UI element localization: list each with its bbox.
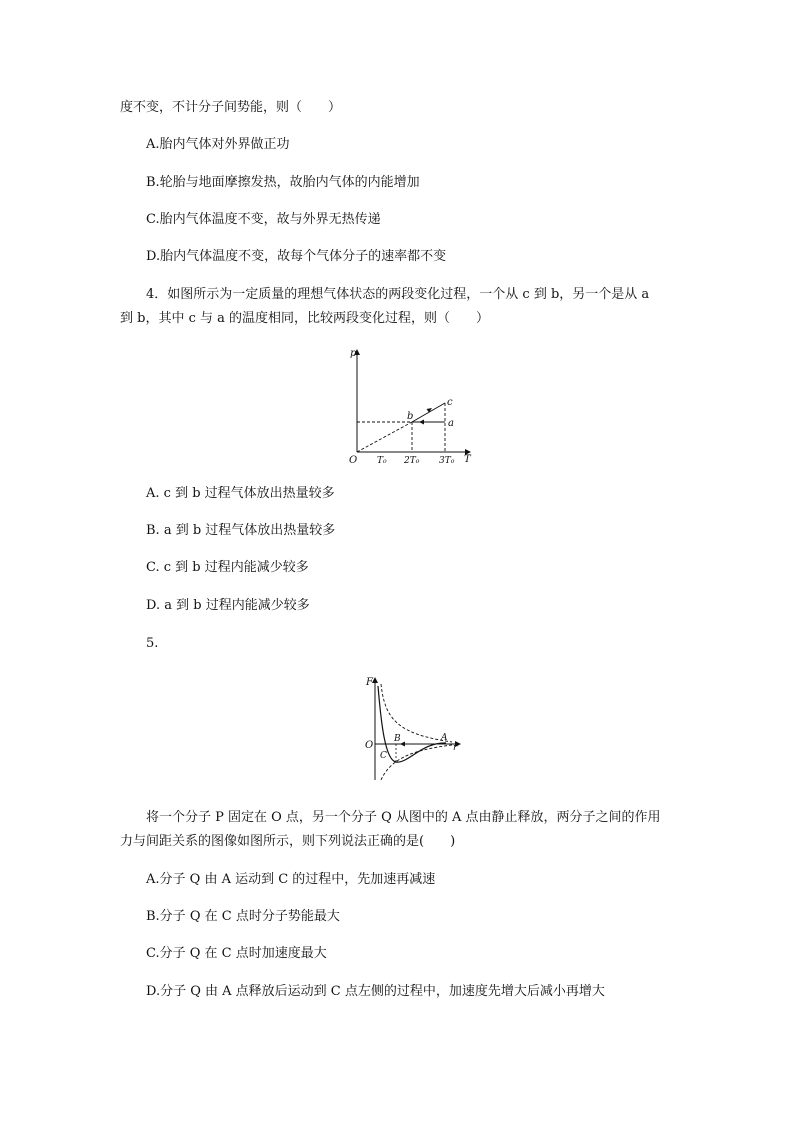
q5-arrow-toward-B: [400, 742, 405, 747]
q4-option-b: B. a 到 b 过程气体放出热量较多: [146, 523, 336, 538]
q4-x-label: T: [464, 454, 471, 465]
q4-tick-2T0: 2T₀: [404, 456, 420, 466]
q4-option-a: A. c 到 b 过程气体放出热量较多: [146, 486, 335, 501]
q5-resultant-force-curve: [378, 686, 446, 762]
q4-arrow-c-to-b: [427, 408, 433, 413]
q4-tick-3T0: 3T₀: [439, 456, 455, 466]
q4-option-d: D. a 到 b 过程内能减少较多: [146, 598, 310, 613]
q5-point-B-label: B: [394, 734, 401, 744]
q3-option-d: D.胎内气体温度不变，故每个气体分子的速率都不变: [146, 249, 447, 264]
q5-option-d: D.分子 Q 由 A 点释放后运动到 C 点左侧的过程中，加速度先增大后减小再增大: [146, 984, 605, 999]
q5-point-C-label: C: [380, 751, 387, 761]
q4-point-a-label: a: [448, 418, 454, 429]
q4-dashed-line-origin-b: [357, 422, 412, 452]
q5-stem-line2: 力与间距关系的图像如图所示，则下列说法正确的是( ): [120, 834, 456, 849]
q3-option-b: B.轮胎与地面摩擦发热，故胎内气体的内能增加: [146, 175, 420, 190]
q3-option-a: A.胎内气体对外界做正功: [146, 137, 290, 152]
q5-stem-line1: 将一个分子 P 固定在 O 点，另一个分子 Q 从图中的 A 点由静止释放，两分子之间的作用: [146, 810, 661, 825]
q4-pT-diagram: [340, 342, 480, 470]
q5-attractive-dashed-curve: [381, 745, 452, 780]
q4-option-c: C. c 到 b 过程内能减少较多: [146, 560, 309, 575]
q5-origin-label: O: [365, 740, 374, 751]
q3-stem-tail: 度不变，不计分子间势能，则（ ）: [120, 100, 342, 115]
q5-option-b: B.分子 Q 在 C 点时分子势能最大: [146, 909, 340, 924]
q4-tick-T0: T₀: [377, 456, 387, 466]
q4-y-label: p: [350, 348, 357, 359]
q5-number: 5.: [146, 636, 159, 651]
q4-stem-line1: 4．如图所示为一定质量的理想气体状态的两段变化过程，一个从 c 到 b，另一个是从 a: [146, 287, 650, 302]
q4-origin-label: O: [349, 455, 358, 466]
q4-point-c-label: c: [447, 397, 453, 408]
q5-x-label: r: [453, 743, 458, 753]
q5-option-c: C.分子 Q 在 C 点时加速度最大: [146, 946, 327, 961]
q4-line-bc: [412, 403, 445, 422]
q3-option-c: C.胎内气体温度不变，故与外界无热传递: [146, 212, 381, 227]
q5-force-distance-diagram: [360, 672, 464, 784]
q4-stem-line2: 到 b，其中 c 与 a 的温度相同，比较两段变化过程，则（ ）: [120, 311, 490, 326]
q5-option-a: A.分子 Q 由 A 运动到 C 的过程中，先加速再减速: [146, 872, 436, 887]
q4-point-b-label: b: [407, 411, 414, 422]
q4-arrow-a-to-b: [419, 420, 424, 425]
q5-point-A-label: A: [441, 733, 448, 743]
q5-y-label: F: [366, 677, 373, 688]
